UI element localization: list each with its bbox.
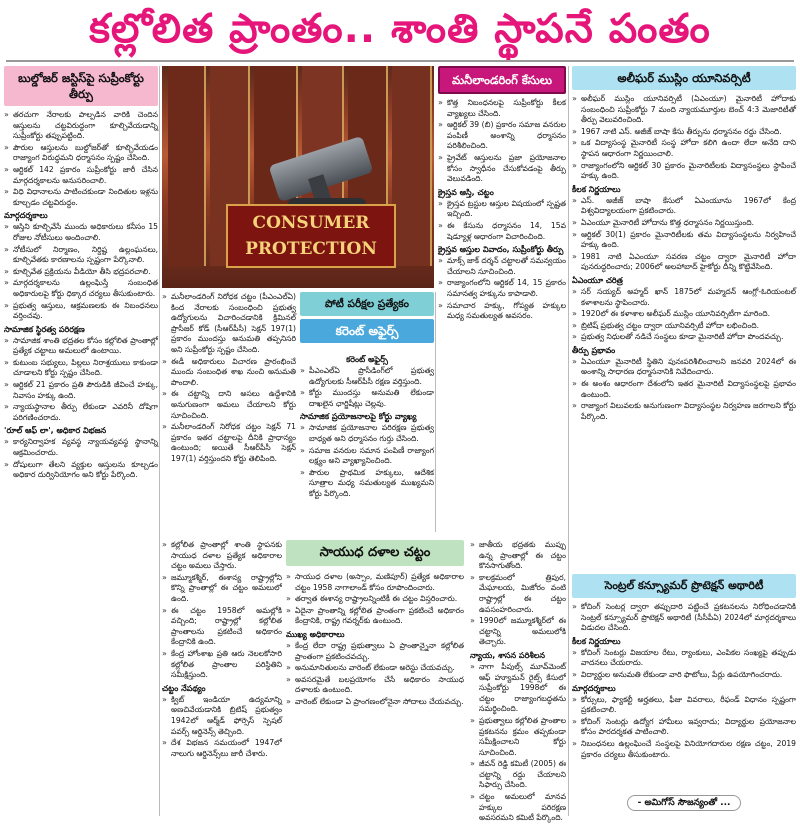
middle-left-column <box>162 292 296 532</box>
list-item: » ప్రభుత్వాలు కల్లోలిత ప్రాంతాల ప్రకటనను క్రమం తప్పకుండా సమీక్షించాలని కోర్టు సూచించింది. <box>470 716 566 758</box>
list-item: » ఒక విద్యాసంస్థ మైనారిటీ సంస్థ హోదా కలిగి ఉందా లేదా అనేది దాని స్థాపన ఆధారంగా నిర్ణయించాలి. <box>572 138 796 159</box>
list-item: » సామాజిక శాంతి భద్రతల కోసం కల్లోలిత ప్రాంతాల్లో ప్రత్యేక చట్టాలు అమలులో ఉంటాయి. <box>4 336 158 357</box>
pmla-list-2 <box>438 199 566 242</box>
list-item: » ఆర్టికల్ 30(1) ప్రకారం మైనారిటీలకు తమ విద్యాసంస్థలను నిర్వహించే హక్కు ఉంది. <box>572 230 796 251</box>
list-item: » నోటీసులో నిర్మాణం, నిర్దిష్ట ఉల్లంఘనలు, కూల్చివేతకు కారణాలను స్పష్టంగా పేర్కొనాలి. <box>4 245 158 266</box>
list-item: » కూల్చివేత ప్రక్రియను వీడియో తీసి భద్రపరచాలి. <box>4 267 158 278</box>
ccpa-list-2 <box>572 648 796 681</box>
byline: - అమిగోస్ సౌజన్యంతో ... <box>627 795 742 811</box>
consumer-protection-label <box>226 204 396 268</box>
bulldozer-heading: బుల్డోజర్ జస్టిస్‌పై సుప్రీంకోర్టు తీర్పు <box>4 66 158 106</box>
list-item: » ఈ కేసును ధర్మాసనం 14, 15వ షెడ్యూళ్ల ఆధారంగా విచారించింది. <box>438 221 566 242</box>
subheading: సామాజిక ప్రయోజనాలపై కోర్టు వ్యాఖ్య <box>300 412 417 422</box>
list-item: » విధి విధానాలను పాటించకుండా నిందితుల ఇళ్లను కూల్చడం చట్టవిరుద్ధం. <box>4 187 158 208</box>
exam-special-banner: పోటీ పరీక్షల ప్రత్యేకం <box>300 292 434 316</box>
list-item: » దేశ విభజన సమయంలో 1947లో నాలుగు ఆర్డినెన్స్‌లు జారీ చేశారు. <box>162 738 282 759</box>
bulldozer-column <box>4 66 158 816</box>
list-item: » కాలక్రమంలో త్రిపుర, మేఘాలయ, మిజోరం వంటి రాష్ట్రాల్లో ఈ చట్టం ఉపసంహరించారు. <box>470 573 566 615</box>
list-item: » ప్రభుత్వ నిధులతో నడిచే సంస్థలు కూడా మైనారిటీ హోదా పొందవచ్చు. <box>572 332 796 343</box>
list-item: » నిబంధనలు ఉల్లంఘించే సంస్థలపై వినియోగదారుల రక్షణ చట్టం, 2019 ప్రకారం చర్యలు తీసుకుంటారు. <box>572 739 796 760</box>
pmla-list-1 <box>438 98 566 185</box>
list-item: » ప్రైవేట్ ఆస్తులను ప్రజా ప్రయోజనాల కోసం స్వాధీనం చేసుకోవడంపై తీర్పు వెలువడింది. <box>438 153 566 185</box>
list-item: » ఈ చట్టాన్ని దాని అసలు ఉద్దేశానికి అనుగుణంగా అమలు చేయాలని కోర్టు సూచించింది. <box>162 389 296 421</box>
list-item: » పౌరుల ప్రాథమిక హక్కులు, ఆదేశిక సూత్రాల మధ్య సమతుల్యత ముఖ్యమని కోర్టు పేర్కొంది. <box>300 468 434 500</box>
armed-forces-col-1 <box>162 540 282 810</box>
list-item: » కోర్టు ముందస్తు అనుమతి లేకుండా దాఖలైన ఛార్జిషీట్లు చెల్లవు. <box>300 388 434 409</box>
armed-forces-col-2 <box>286 572 464 810</box>
list-item: » అనుమానితులను వారెంట్ లేకుండా అరెస్టు చేయవచ్చు. <box>286 663 464 674</box>
armed-forces-list-2b <box>286 641 464 708</box>
subheading: న్యాయ, శాసన పరిశీలన <box>470 650 546 660</box>
subheading: ముఖ్య అధికారాలు <box>286 629 345 639</box>
bulldozer-list-1 <box>4 110 158 208</box>
list-item: » ఆస్తిని కూల్చివేసే ముందు అధికారులు కనీసం 15 రోజుల నోటీసులు అందించాలి. <box>4 222 158 243</box>
list-item: » కుటుంబ సభ్యులు, పిల్లలు నిరాశ్రయులు కాకుండా చూడాలని కోర్టు స్పష్టం చేసింది. <box>4 358 158 379</box>
pmla-heading: మనీలాండరింగ్ కేసులు <box>438 66 566 94</box>
subheading: కీలక నిర్ణయాలు <box>572 636 621 646</box>
list-item: » ఈ అంశం ఆధారంగా దేశంలోని ఇతర మైనారిటీ విద్యాసంస్థలపై ప్రభావం ఉంటుంది. <box>572 379 796 400</box>
armed-forces-list-3 <box>470 540 566 648</box>
subheading: సామాజిక స్థిరత్వ పరిరక్షణ <box>4 324 85 334</box>
armed-forces-list-1 <box>162 540 282 681</box>
pmla-list-3 <box>438 256 566 322</box>
current-affairs-banner: కరెంట్ అఫైర్స్ <box>300 319 434 343</box>
pmla-column <box>438 66 566 546</box>
list-item: » అవసరమైతే బలప్రయోగం చేసే అధికారం సాయుధ దళాలకు ఉంటుంది. <box>286 675 464 696</box>
column-divider <box>435 292 436 532</box>
amu-column <box>572 66 796 566</box>
list-item: » దోషులుగా తేలని వ్యక్తుల ఆస్తులను కూల్చడం అధికార దుర్వినియోగం అని కోర్టు పేర్కొంది. <box>4 460 158 481</box>
list-item: » 1967 నాటి ఎస్. అజీజ్ బాషా కేసు తీర్పును ధర్మాసనం రద్దు చేసింది. <box>572 127 796 138</box>
list-item: » 1990లో జమ్మూకశ్మీర్‌లో ఈ చట్టాన్ని అమలులోకి తెచ్చారు. <box>470 616 566 648</box>
byline-box <box>572 790 796 812</box>
armed-forces-col-3 <box>470 540 566 823</box>
list-item: » సర్ సయ్యద్ అహ్మద్ ఖాన్ 1875లో మహ్మదన్ ఆంగ్లో-ఓరియంటల్ కళాశాలను స్థాపించారు. <box>572 287 796 308</box>
subheading: క్రైస్తవ ఆస్తి, చట్టం <box>438 187 494 197</box>
amu-list-2 <box>572 196 796 273</box>
bulldozer-list-2 <box>4 222 158 321</box>
list-item: » 1981 నాటి ఏఎంయూ సవరణ చట్టం ద్వారా మైనారిటీ హోదా పునరుద్ధరించారు; 2006లో అలహాబాద్ హైకోర్టు దీన్ని కొట్టివేసింది. <box>572 252 796 273</box>
middle-right-column <box>300 352 434 532</box>
list-item: » క్రైస్తవ ట్రస్టుల ఆస్తుల విషయంలో స్పష్టత ఇచ్చింది. <box>438 199 566 220</box>
list-item: » న్యాయస్థానాల తీర్పు లేకుండా ఎవరినీ దోషిగా పరిగణించరాదు. <box>4 402 158 423</box>
list-item: » కోర్సులు, ఫ్యాకల్టీ అర్హతలు, ఫీజు వివరాలు, రీఫండ్ విధానం స్పష్టంగా ప్రకటించాలి. <box>572 695 796 716</box>
list-item: » కొత్త నిబంధనలపై సుప్రీంకోర్టు కీలక వ్యాఖ్యలు చేసింది. <box>438 98 566 119</box>
list-item: » కార్యనిర్వాహక వ్యవస్థ న్యాయవ్యవస్థ స్థానాన్ని ఆక్రమించరాదు. <box>4 437 158 458</box>
list-item: » మనీలాండరింగ్ నిరోధక చట్టం సెక్షన్ 71 ప్రకారం ఇతర చట్టాలపై దీనికి ప్రాధాన్యం ఉంటుంది; అయితే సీఆర్‌పీసీ సెక్షన్ 197(1) వర్తిస్తుందని కోర్టు తెలిపింది. <box>162 422 296 464</box>
list-item: » ఈ చట్టం 1958లో అమల్లోకి వచ్చింది; రాష్ట్రాల్లో కల్లోలిత ప్రాంతాలను ప్రకటించే అధికారం కేంద్రానికి ఉంది. <box>162 606 282 648</box>
armed-forces-list-2 <box>286 572 464 627</box>
list-item: » అలీఘర్ ముస్లిం యూనివర్సిటీ (ఏఎంయూ) మైనారిటీ హోదాకు సంబంధించి సుప్రీంకోర్టు 7 మంది న్యాయమూర్తుల బెంచ్ 4:3 మెజారిటీతో తీర్పు వెలువరించింది. <box>572 94 796 126</box>
label-line-1: CONSUMER <box>252 213 370 233</box>
list-item: » ఏఎంయూ మైనారిటీ స్థితిని పునఃపరిశీలించాలని జనవరి 2024లో ఈ అంశాన్ని సాధారణ ధర్మాసనానికి నివేదించారు. <box>572 357 796 378</box>
list-item: » రాజ్యాంగంలోని ఆర్టికల్ 14, 15 ప్రకారం సమానత్వ హక్కును కాపాడాలి. <box>438 278 566 299</box>
list-item: » ఈడీ అధికారులు విచారణ ప్రారంభించే ముందు సంబంధిత శాఖ నుంచి అనుమతి పొందాలి. <box>162 357 296 389</box>
list-item: » ఎస్. అజీజ్ బాషా కేసులో ఏఎంయూను 1967లో కేంద్ర విశ్వవిద్యాలయంగా ప్రకటించారు. <box>572 196 796 217</box>
list-item: » 1920లో ఈ కళాశాల అలీఘర్ ముస్లిం యూనివర్సిటీగా మారింది. <box>572 309 796 320</box>
ccpa-column <box>572 574 796 774</box>
list-item: » నాగా పీపుల్స్ మూవ్‌మెంట్ ఆఫ్ హ్యూమన్ రైట్స్ కేసులో సుప్రీంకోర్టు 1998లో ఈ చట్టం రాజ్యాంగబద్ధతను సమర్థించింది. <box>470 662 566 715</box>
subheading: మార్గదర్శకాలు <box>4 211 48 221</box>
subheading: కరెంట్ అఫైర్స్ <box>346 355 388 364</box>
middle-right-list-2 <box>300 423 434 499</box>
subheading: 'రూల్ ఆఫ్ లా', అధికార విభజన <box>4 426 107 436</box>
subheading: తీర్పు ప్రభావం <box>572 345 616 355</box>
list-item: » ఆర్టికల్ 21 ప్రకారం ప్రతి పౌరుడికి జీవించే హక్కు, నివాసం హక్కు ఉంది. <box>4 380 158 401</box>
bulldozer-list-4 <box>4 437 158 480</box>
amu-list-4 <box>572 357 796 423</box>
list-item: » ఆర్టికల్ 142 ప్రకారం సుప్రీంకోర్టు జారీ చేసిన మార్గదర్శకాలను అనుసరించాలి. <box>4 165 158 186</box>
list-item: » తరచుగా నేరాలకు పాల్పడిన వారికి చెందిన ఆస్తులను చట్టవిరుద్ధంగా కూల్చివేయడాన్ని సుప్రీంకోర్టు తప్పుపట్టింది. <box>4 110 158 142</box>
list-item: » రాజ్యాంగ విలువలకు అనుగుణంగా విద్యాసంస్థల నిర్వహణ జరగాలని కోర్టు పేర్కొంది. <box>572 401 796 422</box>
list-item: » పీఎంఎల్ఏ ప్రొసీడింగ్‌లో ప్రభుత్వ ఉద్యోగులకు సీఆర్‌పీసీ రక్షణ వర్తిస్తుంది. <box>300 366 434 387</box>
list-item: » చట్టం అమలులో మానవ హక్కుల పరిరక్షణ అవసరమని కమిటీ పేర్కొంది. <box>470 792 566 824</box>
ccpa-list-1 <box>572 602 796 634</box>
ccpa-list-3 <box>572 695 796 761</box>
armed-forces-list-1b <box>162 695 282 760</box>
middle-left-list <box>162 292 296 465</box>
list-item: » సామాజిక ప్రయోజనాల పరిరక్షణ ప్రభుత్వ బాధ్యత అని ధర్మాసనం గుర్తు చేసింది. <box>300 423 434 444</box>
list-item: » క్విట్ ఇండియా ఉద్యమాన్ని అణచివేయడానికి బ్రిటిష్ ప్రభుత్వం 1942లో ఆర్మ్‌డ్ ఫోర్సెస్ స్పెషల్ పవర్స్ ఆర్డినెన్స్ తెచ్చింది. <box>162 695 282 737</box>
headline: కల్లోలిత ప్రాంతం.. శాంతి స్థాపనే పంతం <box>89 6 711 52</box>
column-divider <box>159 66 160 816</box>
list-item: » జాతీయ భద్రతకు ముప్పు ఉన్న ప్రాంతాల్లో ఈ చట్టం కొనసాగుతోంది. <box>470 540 566 572</box>
list-item: » కల్లోలిత ప్రాంతాల్లో శాంతి స్థాపనకు సాయుధ దళాల ప్రత్యేక అధికారాల చట్టం అమలు చేస్తారు. <box>162 540 282 572</box>
armed-forces-heading-box <box>286 540 464 568</box>
amu-heading: అలీఘర్ ముస్లిం యూనివర్సిటీ <box>572 66 796 90</box>
list-item: » మాక్స్ జాక్ దర్శన్ చట్టాలతో సమన్వయం చేయాలని సూచించింది. <box>438 256 566 277</box>
subheading: చట్టం నేపథ్యం <box>162 683 206 693</box>
middle-right-list-1 <box>300 366 434 409</box>
list-item: » బ్రిటిష్ ప్రభుత్వ చట్టం ద్వారా యూనివర్సిటీ హోదా లభించింది. <box>572 321 796 332</box>
list-item: » కోచింగ్ సెంటర్లు విజయాల రేటు, ర్యాంకులు, ఎంపికల సంఖ్యపై తప్పుడు వాదనలు చేయరాదు. <box>572 648 796 669</box>
list-item: » కోచింగ్ సెంటర్లు ఉద్యోగ హామీలు ఇవ్వరాదు; విద్యార్థుల ప్రయోజనాల కోసం పారదర్శకత పాటించాలి. <box>572 717 796 738</box>
column-divider <box>568 66 569 816</box>
book-spine <box>168 66 206 266</box>
armed-forces-heading: సాయుధ దళాల చట్టం <box>286 540 464 566</box>
list-item: » ఆర్టికల్ 39 (బి) ప్రకారం సమాజ వనరుల పంపిణీ అంశాన్ని ధర్మాసనం పరిశీలించింది. <box>438 120 566 152</box>
list-item: » మనీలాండరింగ్ నిరోధక చట్టం (పీఎంఎల్ఏ) కింద నేరాలకు సంబంధించి ప్రభుత్వ ఉద్యోగులను విచారించడానికి క్రిమినల్ ప్రొసీజర్ కోడ్ (సీఆర్‌పీసీ) సెక్షన్ 197(1) ప్రకారం ముందస్తు అనుమతి తప్పనిసరి అని సుప్రీంకోర్టు స్పష్టం చేసింది. <box>162 292 296 356</box>
list-item: » సమాచార హక్కు, గోప్యత హక్కుల మధ్య సమతుల్యత అవసరం. <box>438 301 566 322</box>
list-item: » ఏదైనా ప్రాంతాన్ని కల్లోలిత ప్రాంతంగా ప్రకటించే అధికారం కేంద్రానికి, రాష్ట్ర గవర్నర్‌కు ఉంటుంది. <box>286 606 464 627</box>
amu-list-1 <box>572 94 796 182</box>
subheading: క్రైస్తవ ఆస్తుల వివాదం, సుప్రీంకోర్టు తీర్పు <box>438 245 564 255</box>
subheading: ఏఎంయూ చరిత్ర <box>572 275 623 285</box>
headline-rule <box>6 60 794 62</box>
list-item: » సమాజ వనరుల సమాన పంపిణీ రాజ్యాంగ లక్ష్యం అని వ్యాఖ్యానించింది. <box>300 446 434 467</box>
label-line-2: PROTECTION <box>245 239 377 259</box>
bulldozer-list-3 <box>4 336 158 424</box>
ccpa-heading: సెంట్రల్ కన్స్యూమర్ ప్రొటెక్షన్ అథారిటీ <box>572 574 796 598</box>
list-item: » జమ్మూకశ్మీర్, ఈశాన్య రాష్ట్రాల్లోని కొన్ని ప్రాంతాల్లో ఈ చట్టం అమలులో ఉంది. <box>162 573 282 605</box>
armed-forces-list-3b <box>470 662 566 824</box>
book-spine <box>392 66 432 266</box>
list-item: » పౌరుల ఆస్తులను బుల్డోజర్‌తో కూల్చివేయడం రాజ్యాంగ విరుద్ధమని ధర్మాసనం స్పష్టం చేసింది. <box>4 143 158 164</box>
list-item: » ప్రభుత్వ ఆస్తులు, ఆక్రమణలకు ఈ నిబంధనలు వర్తించవు. <box>4 301 158 322</box>
list-item: » రాజ్యాంగంలోని ఆర్టికల్ 30 ప్రకారం మైనారిటీలకు విద్యాసంస్థలు స్థాపించే హక్కు ఉంది. <box>572 161 796 182</box>
list-item: » మార్గదర్శకాలను ఉల్లంఘిస్తే సంబంధిత అధికారులపై కోర్టు ధిక్కార చర్యలు తీసుకుంటారు. <box>4 278 158 299</box>
consumer-protection-photo <box>162 66 434 288</box>
amu-list-3 <box>572 287 796 343</box>
list-item: » సాయుధ దళాల (అస్సాం, మణిపూర్) ప్రత్యేక అధికారాల చట్టం 1958 నాగాలాండ్ కోసం రూపొందించారు. <box>286 572 464 593</box>
list-item: » కేంద్ర హోంశాఖ ప్రతి ఆరు నెలలకోసారి కల్లోలిత ప్రాంతాల పరిస్థితిని సమీక్షిస్తుంది. <box>162 649 282 681</box>
list-item: » వారెంట్ లేకుండా ఏ ప్రాంగణంలోనైనా సోదాలు చేయవచ్చు. <box>286 697 464 708</box>
list-item: » తర్వాత ఈశాన్య రాష్ట్రాలన్నింటికీ ఈ చట్టం విస్తరించారు. <box>286 594 464 605</box>
list-item: » ఏఎంయూ మైనారిటీ హోదాను కొత్త ధర్మాసనం నిర్ణయిస్తుంది. <box>572 218 796 229</box>
subheading: మార్గదర్శకాలు <box>572 683 616 693</box>
subheading: కీలక నిర్ణయాలు <box>572 184 621 194</box>
exam-banner-box <box>300 292 434 350</box>
list-item: » జీవన్ రెడ్డి కమిటీ (2005) ఈ చట్టాన్ని రద్దు చేయాలని సిఫార్సు చేసింది. <box>470 759 566 791</box>
list-item: » కోచింగ్ సెంటర్ల ద్వారా తప్పుదారి పట్టించే ప్రకటనలను నిరోధించడానికి సెంట్రల్ కన్స్యూమర్ ప్రొటెక్షన్ అథారిటీ (సీసీపీఏ) 2024లో మార్గదర్శకాలు విడుదల చేసింది. <box>572 602 796 634</box>
list-item: » కేంద్ర లేదా రాష్ట్ర ప్రభుత్వాలు ఏ ప్రాంతాన్నైనా కల్లోలిత ప్రాంతంగా ప్రకటించవచ్చు. <box>286 641 464 662</box>
list-item: » విద్యార్థుల అనుమతి లేకుండా వారి ఫొటోలు, పేర్లు ఉపయోగించరాదు. <box>572 670 796 681</box>
